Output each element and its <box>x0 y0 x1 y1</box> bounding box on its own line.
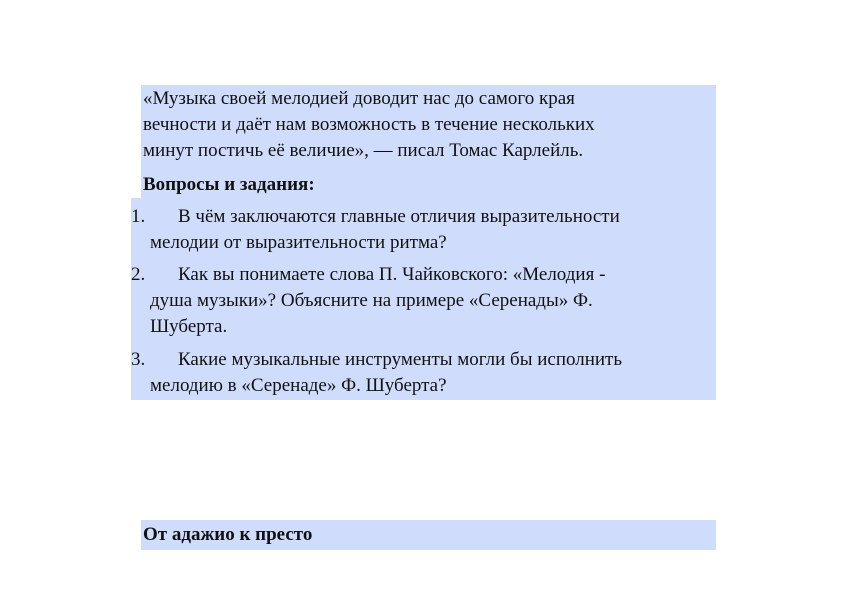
list-item-number: 2. <box>131 264 146 285</box>
list-item-text: В чём заключаются главные отличия выразительности <box>178 206 620 227</box>
list-item-text: Какие музыкальные инструменты могли бы исполнить <box>178 349 623 370</box>
list-item-number: 1. <box>131 206 146 227</box>
list-item-text: душа музыки»? Объясните на примере «Серенады» Ф. <box>150 290 593 311</box>
list-item-number: 3. <box>131 349 146 370</box>
section-title: От адажио к престо <box>143 524 313 545</box>
list-item-text: мелодии от выразительности ритма? <box>150 232 447 253</box>
quote-line: вечности и даёт нам возможность в течение нескольких <box>143 114 595 135</box>
list-item-text: мелодию в «Серенаде» Ф. Шуберта? <box>150 375 447 396</box>
quote-line: минут постичь её величие», — писал Томас Карлейль. <box>143 140 584 161</box>
list-item-text: Как вы понимаете слова П. Чайковского: «Мелодия - <box>178 264 606 285</box>
list-item-text: Шуберта. <box>150 316 228 337</box>
questions-heading: Вопросы и задания: <box>143 174 315 195</box>
quote-line: «Музыка своей мелодией доводит нас до самого края <box>143 88 575 109</box>
